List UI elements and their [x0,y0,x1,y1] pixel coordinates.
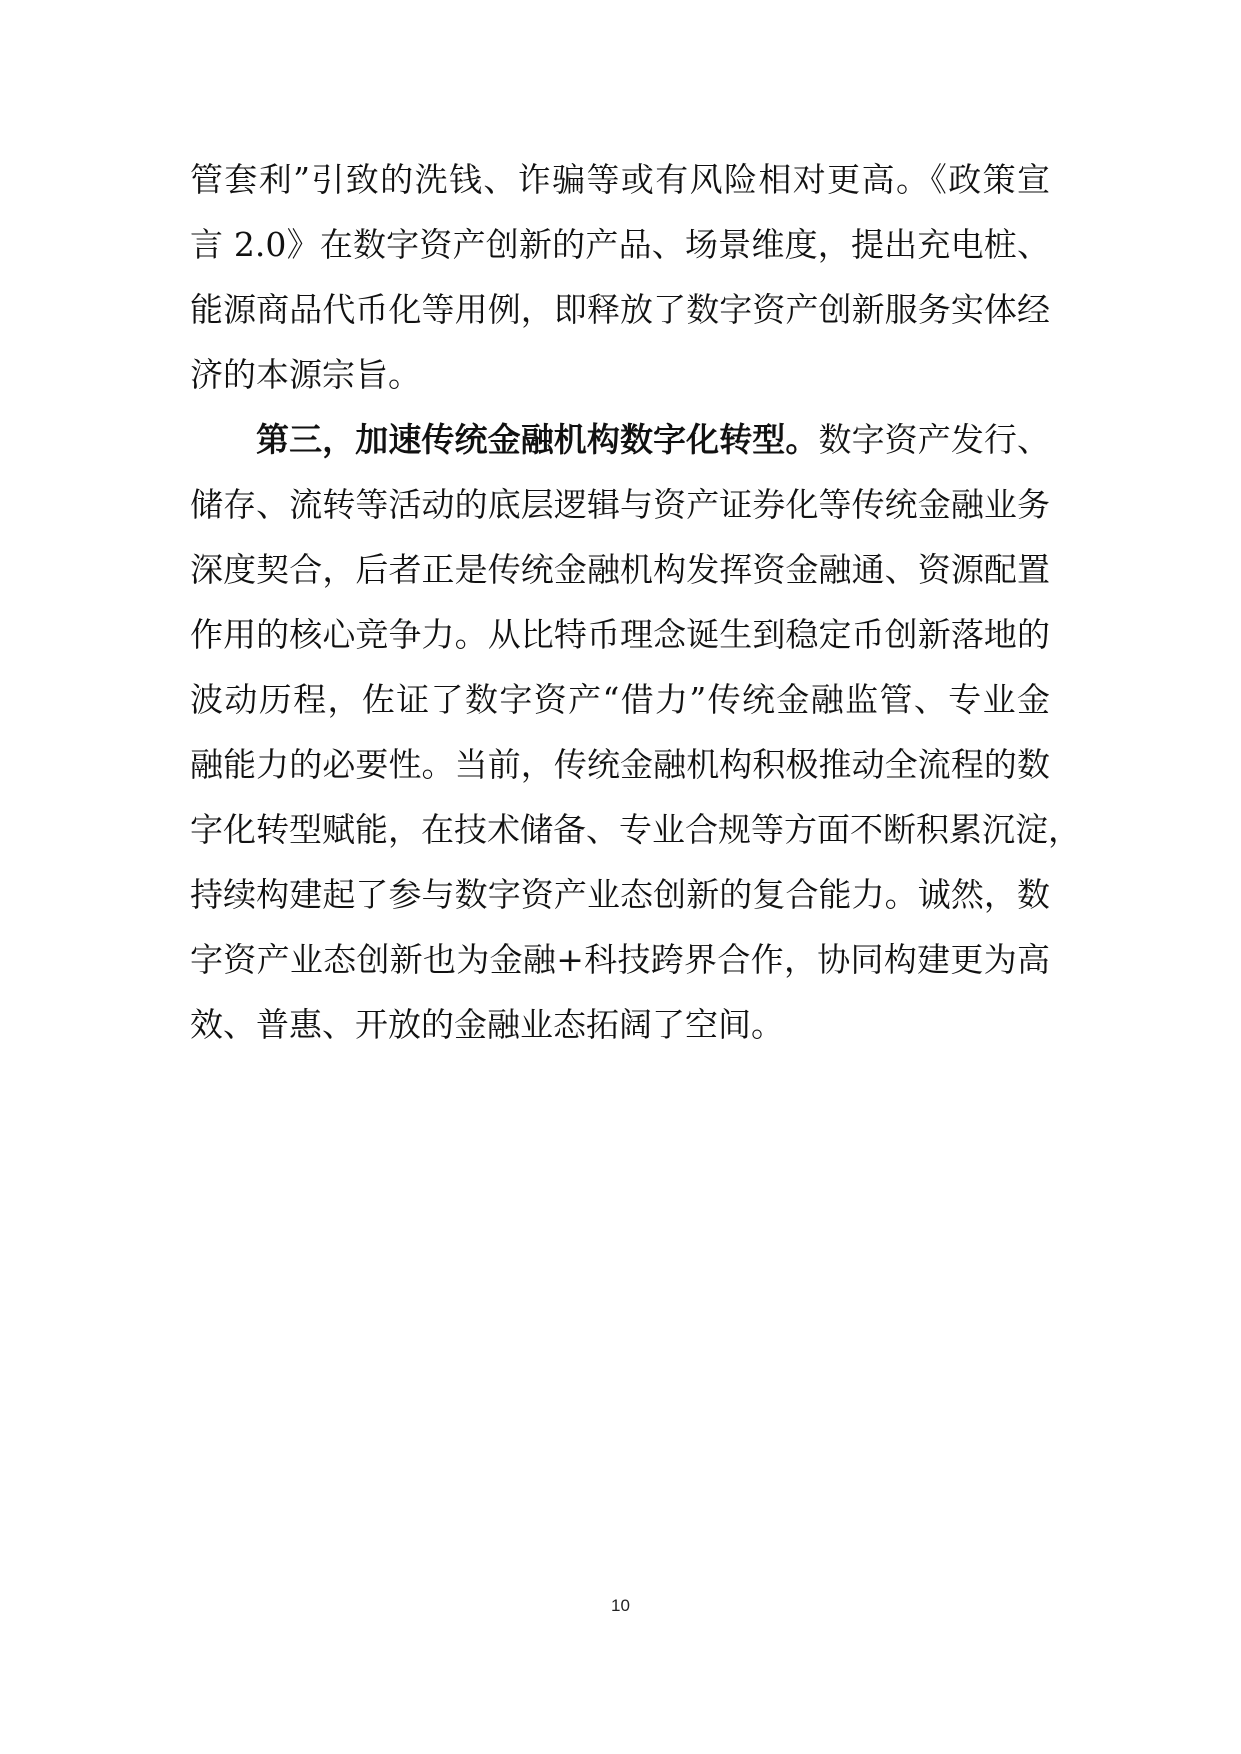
paragraph-2-first-line [190,407,1050,472]
paragraph-2-first-line-rest: 数字资产发行、 [818,420,1051,459]
paragraph-2-line: 持续构建起了参与数字资产业态创新的复合能力。诚然，数 [190,875,1050,914]
paragraph-2-heading: 第三，加速传统金融机构数字化转型。 [256,420,819,459]
paragraph-2-line: 字化转型赋能，在技术储备、专业合规等方面不断积累沉淀， [190,810,1081,849]
paragraph-2 [190,407,1081,1057]
paragraph-1-line: 能源商品代币化等用例，即释放了数字资产创新服务实体经 [190,290,1050,329]
paragraph-2-line: 深度契合，后者正是传统金融机构发挥资金融通、资源配置 [190,550,1050,589]
paragraph-1 [190,147,1050,407]
paragraph-2-line: 储存、流转等活动的底层逻辑与资产证券化等传统金融业务 [190,485,1050,524]
paragraph-2-line: 效、普惠、开放的金融业态拓阔了空间。 [190,1005,784,1044]
paragraph-2-line: 作用的核心竞争力。从比特币理念诞生到稳定币创新落地的 [190,615,1050,654]
paragraph-1-line: 管套利”引致的洗钱、诈骗等或有风险相对更高。《政策宣 [190,160,1050,199]
paragraph-1-line: 言 2.0》在数字资产创新的产品、场景维度，提出充电桩、 [190,225,1050,264]
page-number: 10 [611,1596,630,1615]
paragraph-2-line: 波动历程，佐证了数字资产“借力”传统金融监管、专业金 [190,680,1050,719]
paragraph-1-line: 济的本源宗旨。 [190,355,421,394]
paragraph-2-line: 字资产业态创新也为金融+科技跨界合作，协同构建更为高 [190,940,1050,979]
paragraph-2-line: 融能力的必要性。当前，传统金融机构积极推动全流程的数 [190,745,1050,784]
